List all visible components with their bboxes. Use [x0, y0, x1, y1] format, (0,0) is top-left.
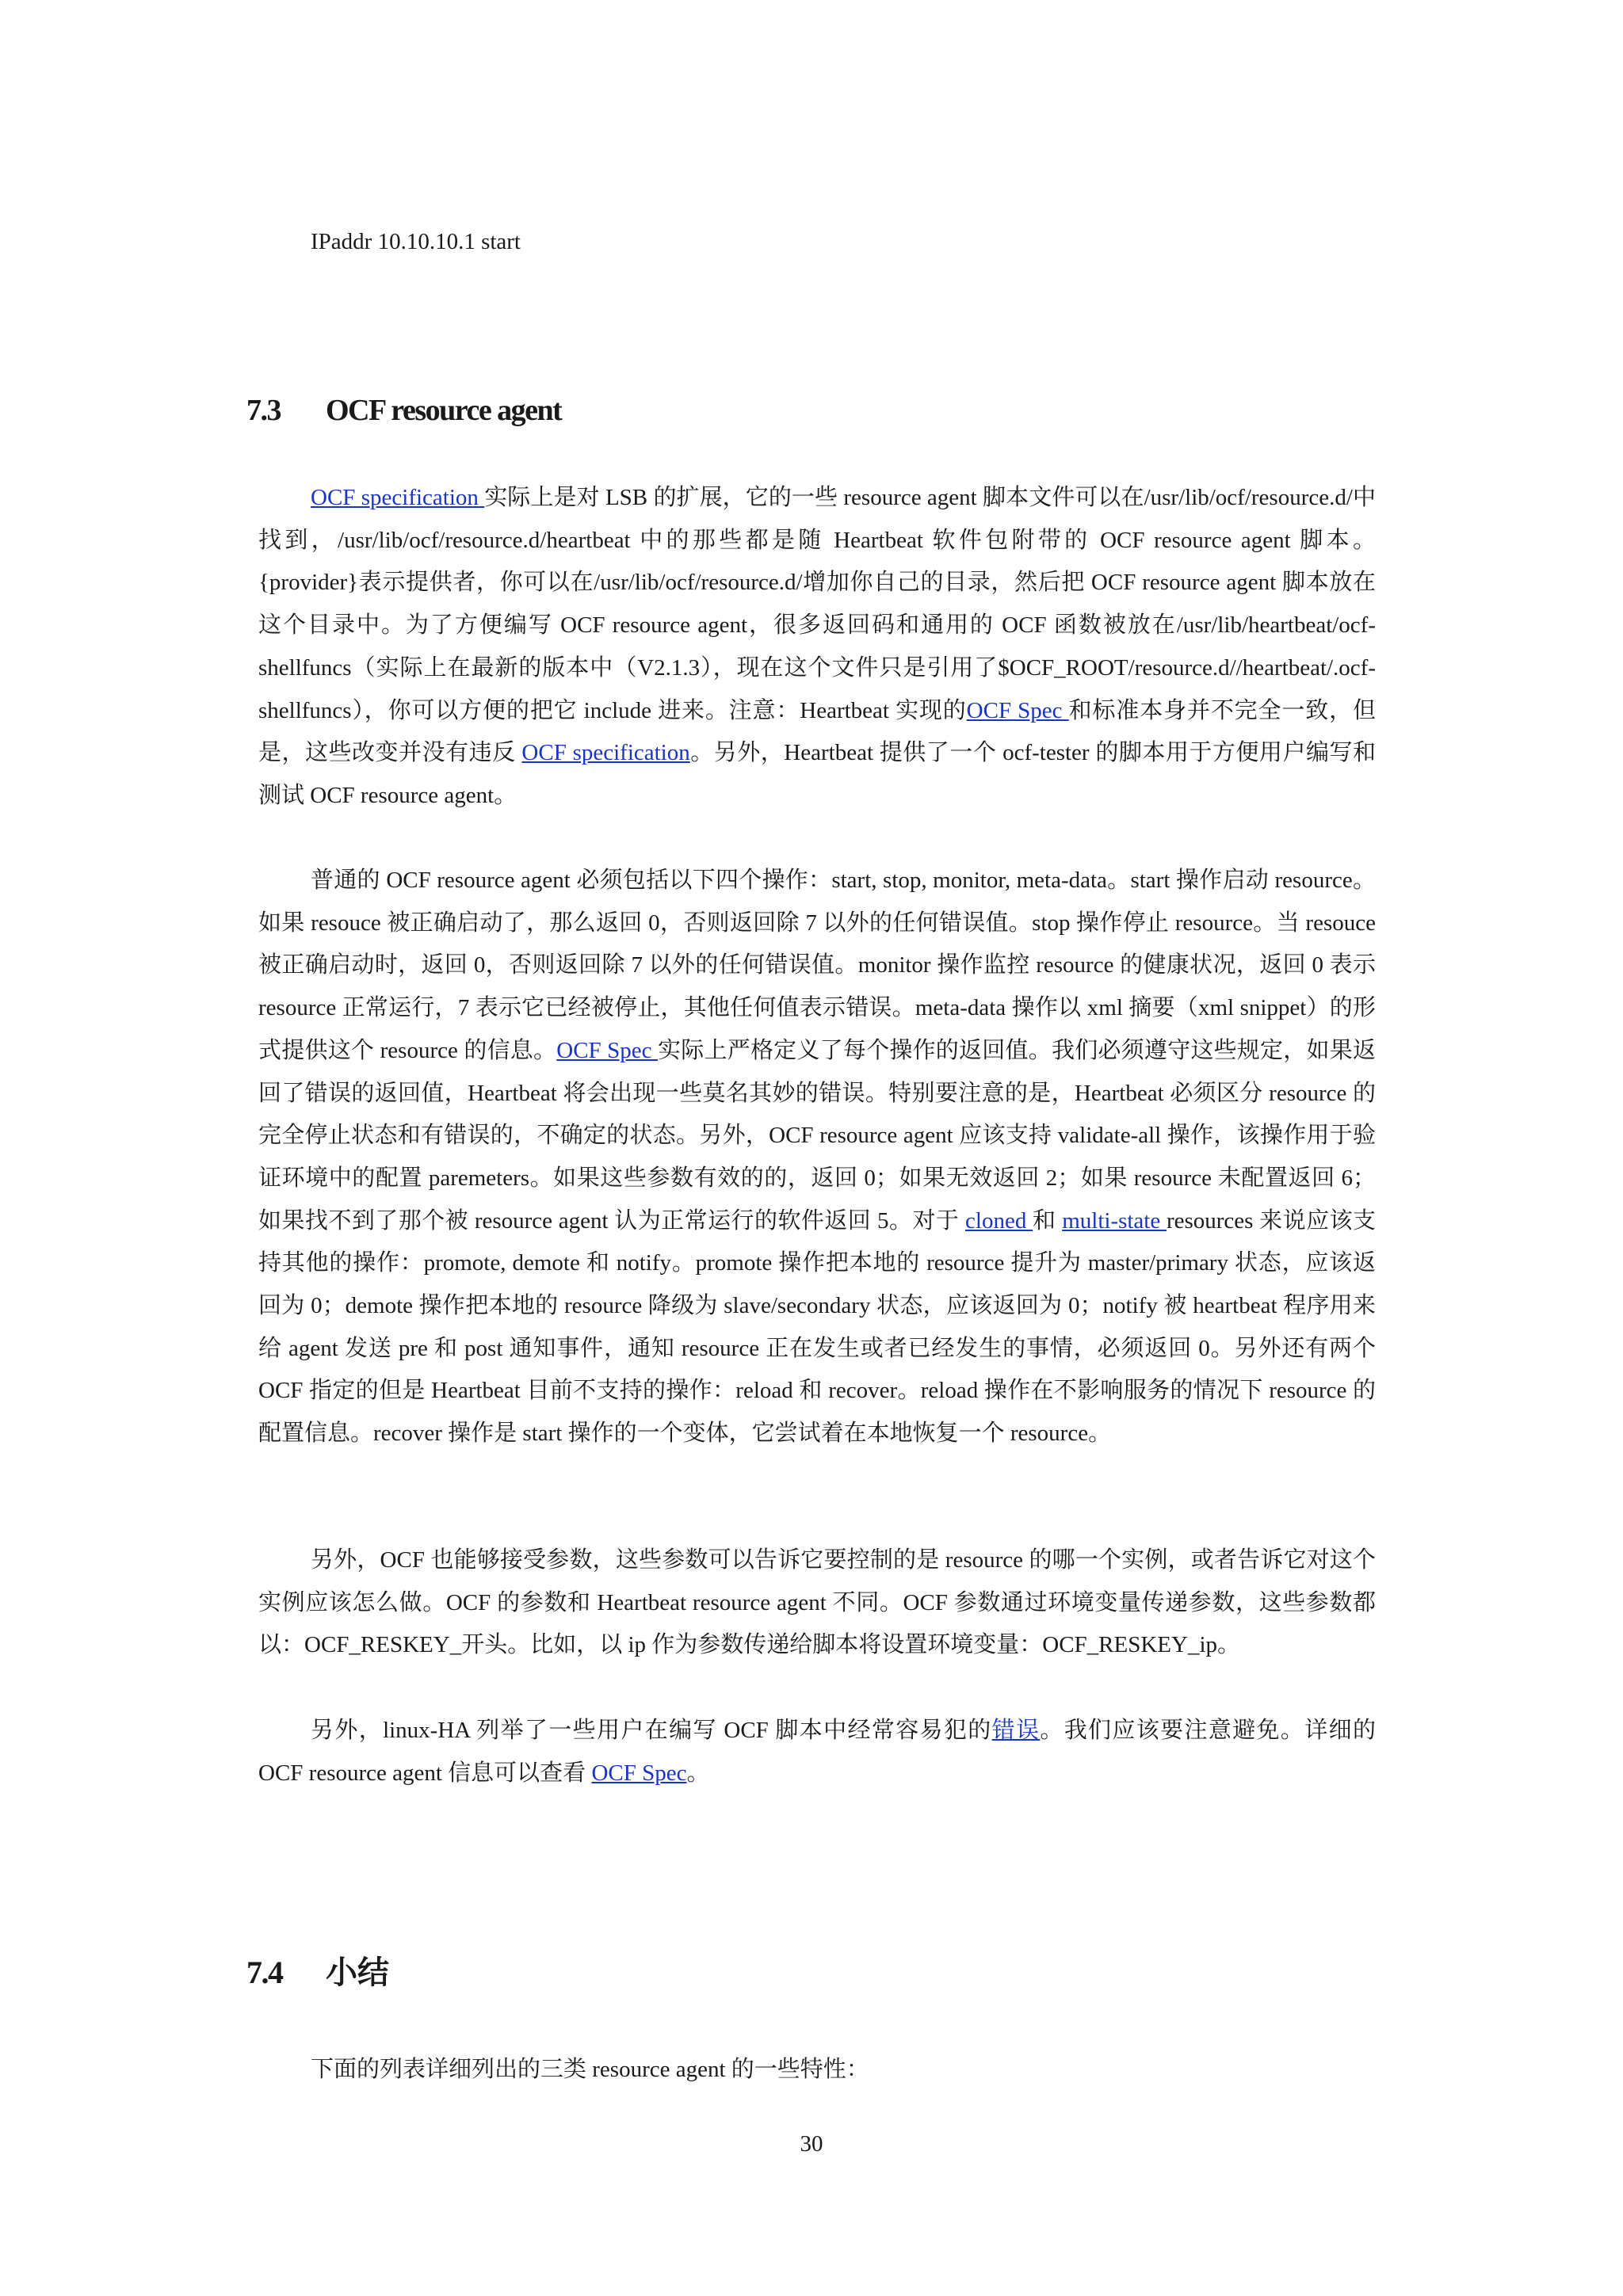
paragraph-summary-intro [311, 2049, 1428, 2092]
ocf-spec-link[interactable]: OCF Spec [966, 697, 1069, 723]
ocf-spec-link[interactable]: OCF Spec [556, 1037, 659, 1063]
page-number: 30 [800, 2131, 823, 2157]
paragraph-text: 普通的 OCF resource agent 必须包括以下四个操作：start, stop, monitor, meta-data。start 操作启动 resource。如果 resouce 被正确启动了，那么返回 0，否则返回除 7 以外的任何错误值。stop 操作停止 resource。当 resouce 被正确启动时，返回 0，否则返回除 7 以外的任何错误值。monitor 操作监控 resource 的健康状况，返回 0 表示 resource 正常运行，7 表示它已经被停止，其他任何值表示错误。meta-data 操作以 xml 摘要（xml snippet）的形式提供这个 resource 的信息。 [258, 868, 1376, 1063]
paragraph-text: 和标准本身并不完全一致，但是，这些改变并没有违反 [258, 697, 1376, 766]
paragraph-text: 。 [686, 1760, 710, 1786]
section-title: 小结 [326, 1955, 389, 1991]
paragraph-text: 。我们应该要注意避免。详细的 OCF resource agent 信息可以查看 [258, 1718, 1376, 1786]
code-line: IPaddr 10.10.10.1 start [311, 229, 521, 254]
section-heading-7-3 [246, 393, 561, 428]
paragraph-ocf-errors [258, 1710, 1376, 1794]
paragraph-text: 实际上严格定义了每个操作的返回值。我们必须遵守这些规定，如果返回了错误的返回值，Heartbeat 将会出现一些莫名其妙的错误。特别要注意的是，Heartbeat 必须区分 resource 的完全停止状态和有错误的，不确定的状态。另外，OCF resource agent 应该支持 validate-all 操作，该操作用于验证环境中的配置 paremeters。如果这些参数有效的的，返回 0；如果无效返回 2；如果 resource 未配置返回 6；如果找不到了那个被 resource agent 认为正常运行的软件返回 5。对于 [258, 1037, 1376, 1234]
paragraph-ocf-parameters [258, 1539, 1376, 1667]
paragraph-text: 另外，OCF 也能够接受参数，这些参数可以告诉它要控制的是 resource 的哪一个实例，或者告诉它对这个实例应该怎么做。OCF 的参数和 Heartbeat resource agent 不同。OCF 参数通过环境变量传递参数，这些参数都以：OCF_RESKEY_开头。比如，以 ip 作为参数传递给脚本将设置环境变量：OCF_RESKEY_ip。 [258, 1547, 1376, 1658]
paragraph-text: 另外，linux-HA 列举了一些用户在编写 OCF 脚本中经常容易犯的 [311, 1718, 992, 1743]
paragraph-ocf-operations [258, 860, 1376, 1455]
paragraph-text: resources 来说应该支持其他的操作：promote, demote 和 notify。promote 操作把本地的 resource 提升为 master/primary 状态，应该返回为 0；demote 操作把本地的 resource 降级为 slave/secondary 状态，应该返回为 0；notify 被 heartbeat 程序用来给 agent 发送 pre 和 post 通知事件，通知 resource 正在发生或者已经发生的事情，必须返回 0。另外还有两个 OCF 指定的但是 Heartbeat 目前不支持的操作：reload 和 recover。reload 操作在不影响服务的情况下 resource 的配置信息。recover 操作是 start 操作的一个变体，它尝试着在本地恢复一个 resource。 [258, 1207, 1376, 1447]
errors-link[interactable]: 错误 [991, 1718, 1041, 1743]
multi-state-link[interactable]: multi-state [1062, 1207, 1167, 1234]
paragraph-text: 。另外，Heartbeat 提供了一个 ocf-tester 的脚本用于方便用户编写和测试 OCF resource agent。 [258, 740, 1376, 808]
paragraph-text: 下面的列表详细列出的三类 resource agent 的一些特性： [311, 2057, 869, 2082]
section-number: 7.3 [246, 394, 281, 427]
paragraph-text: 实际上是对 LSB 的扩展，它的一些 resource agent 脚本文件可以在/usr/lib/ocf/resource.d/中找到，/usr/lib/ocf/resource.d/heartbeat 中的那些都是随 Heartbeat 软件包附带的 OCF resource agent 脚本。{provider}表示提供者，你可以在/usr/lib/ocf/resource.d/增加你自己的目录，然后把 OCF resource agent 脚本放在这个目录中。为了方便编写 OCF resource agent，很多返回码和通用的 OCF 函数被放在/usr/lib/heartbeat/ocf-shellfuncs（实际上在最新的版本中（V2.1.3），现在这个文件只是引用了$OCF_ROOT/resource.d//heartbeat/.ocf-shellfuncs），你可以方便的把它 include 进来。注意：Heartbeat 实现的 [258, 485, 1376, 723]
section-number: 7.4 [246, 1955, 283, 1990]
section-heading-7-4 [246, 1947, 389, 1993]
ocf-specification-link[interactable]: OCF specification [521, 740, 690, 766]
paragraph-text: 和 [1033, 1207, 1063, 1234]
ocf-spec-link[interactable]: OCF Spec [591, 1760, 687, 1786]
section-title: OCF resource agent [326, 394, 562, 427]
paragraph-ocf-intro [258, 477, 1376, 818]
cloned-link[interactable]: cloned [965, 1207, 1033, 1234]
ocf-specification-link[interactable]: OCF specification [311, 485, 485, 510]
